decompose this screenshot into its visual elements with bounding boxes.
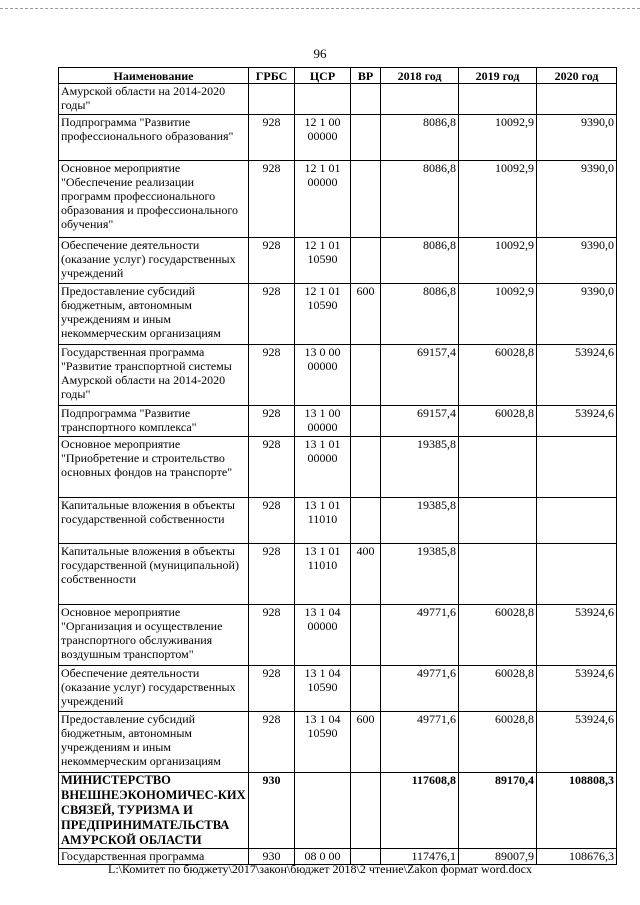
cell-grbs: 930	[249, 849, 295, 865]
cell-grbs: 928	[249, 605, 295, 666]
cell-csr: 13 1 01 11010	[295, 544, 351, 605]
cell-vr	[351, 437, 381, 498]
table-row	[59, 345, 617, 406]
cell-csr: 12 1 01 10590	[295, 238, 351, 284]
table-row	[59, 115, 617, 161]
cell-name: Подпрограмма "Развитие профессионального образования"	[59, 115, 249, 161]
page-number: 96	[313, 46, 327, 61]
header-name: Наименование	[59, 68, 249, 84]
cell-2018: 49771,6	[381, 712, 459, 773]
cell-2019: 10092,9	[459, 115, 537, 161]
cell-csr: 13 1 04 10590	[295, 666, 351, 712]
cell-csr: 08 0 00	[295, 849, 351, 865]
cell-csr: 12 1 00 00000	[295, 115, 351, 161]
table-row	[59, 406, 617, 437]
cell-2020: 53924,6	[537, 406, 617, 437]
cell-name: Государственная программа	[59, 849, 249, 865]
cell-csr: 13 1 00 00000	[295, 406, 351, 437]
table-row	[59, 712, 617, 773]
cell-2020: 108676,3	[537, 849, 617, 865]
cell-2019: 60028,8	[459, 666, 537, 712]
cell-grbs: 928	[249, 437, 295, 498]
cell-2018: 19385,8	[381, 544, 459, 605]
table-row	[59, 238, 617, 284]
cell-2018: 8086,8	[381, 238, 459, 284]
cell-csr: 13 1 01 00000	[295, 437, 351, 498]
cell-2018: 117608,8	[381, 773, 459, 849]
top-edge-line	[0, 8, 640, 9]
cell-2020	[537, 544, 617, 605]
cell-grbs: 928	[249, 238, 295, 284]
cell-csr	[295, 84, 351, 115]
cell-grbs: 928	[249, 284, 295, 345]
cell-2020: 108808,3	[537, 773, 617, 849]
header-vr: ВР	[351, 68, 381, 84]
header-grbs: ГРБС	[249, 68, 295, 84]
table-row	[59, 773, 617, 849]
cell-2019: 60028,8	[459, 406, 537, 437]
header-csr: ЦСР	[295, 68, 351, 84]
cell-vr	[351, 406, 381, 437]
cell-csr: 13 1 04 10590	[295, 712, 351, 773]
cell-vr	[351, 161, 381, 238]
cell-2018: 19385,8	[381, 498, 459, 544]
cell-vr: 600	[351, 712, 381, 773]
cell-2019: 10092,9	[459, 284, 537, 345]
cell-2020: 9390,0	[537, 238, 617, 284]
table-row	[59, 544, 617, 605]
table-row	[59, 666, 617, 712]
cell-vr: 400	[351, 544, 381, 605]
cell-csr: 13 1 01 11010	[295, 498, 351, 544]
cell-2019: 60028,8	[459, 712, 537, 773]
cell-2020: 9390,0	[537, 284, 617, 345]
cell-2020: 53924,6	[537, 605, 617, 666]
cell-2018: 49771,6	[381, 605, 459, 666]
cell-vr	[351, 498, 381, 544]
cell-2020: 9390,0	[537, 161, 617, 238]
cell-csr	[295, 773, 351, 849]
cell-2020: 53924,6	[537, 712, 617, 773]
cell-name: Государственная программа "Развитие транспортной системы Амурской области на 2014-2020 годы"	[59, 345, 249, 406]
cell-2018: 69157,4	[381, 345, 459, 406]
cell-vr	[351, 115, 381, 161]
cell-vr	[351, 773, 381, 849]
cell-vr: 600	[351, 284, 381, 345]
cell-name: Обеспечение деятельности (оказание услуг) государственных учреждений	[59, 666, 249, 712]
table-row	[59, 498, 617, 544]
cell-2020	[537, 498, 617, 544]
cell-2019: 60028,8	[459, 605, 537, 666]
cell-2018: 8086,8	[381, 284, 459, 345]
table-row	[59, 437, 617, 498]
cell-vr	[351, 605, 381, 666]
cell-csr: 13 1 04 00000	[295, 605, 351, 666]
cell-name: Подпрограмма "Развитие транспортного комплекса"	[59, 406, 249, 437]
cell-2020: 53924,6	[537, 345, 617, 406]
cell-vr	[351, 345, 381, 406]
cell-grbs: 928	[249, 666, 295, 712]
cell-2018: 117476,1	[381, 849, 459, 865]
budget-table	[58, 67, 617, 865]
header-2019: 2019 год	[459, 68, 537, 84]
table-row	[59, 161, 617, 238]
cell-grbs: 928	[249, 161, 295, 238]
cell-name: Капитальные вложения в объекты государственной собственности	[59, 498, 249, 544]
cell-2019: 10092,9	[459, 161, 537, 238]
header-2020: 2020 год	[537, 68, 617, 84]
cell-2019	[459, 437, 537, 498]
cell-name: Основное мероприятие "Организация и осуществление транспортного обслуживания воздушным транспортом"	[59, 605, 249, 666]
cell-vr	[351, 84, 381, 115]
cell-2018	[381, 84, 459, 115]
cell-name: Предоставление субсидий бюджетным, автономным учреждениям и иным некоммерческим организациям	[59, 712, 249, 773]
cell-name: Основное мероприятие "Приобретение и строительство основных фондов на транспорте"	[59, 437, 249, 498]
cell-2019: 89007,9	[459, 849, 537, 865]
cell-name: Основное мероприятие "Обеспечение реализации программ профессионального образования и профессионального обучения"	[59, 161, 249, 238]
cell-2020	[537, 84, 617, 115]
cell-name: Обеспечение деятельности (оказание услуг) государственных учреждений	[59, 238, 249, 284]
cell-vr	[351, 666, 381, 712]
table-row	[59, 605, 617, 666]
cell-vr	[351, 238, 381, 284]
cell-grbs: 928	[249, 544, 295, 605]
cell-name: Капитальные вложения в объекты государственной (муниципальной) собственности	[59, 544, 249, 605]
file-path-footer: L:\Комитет по бюджету\2017\закон\бюджет 2018\2 чтение\Zakon формат word.docx	[108, 862, 532, 876]
cell-name: МИНИСТЕРСТВО ВНЕШНЕЭКОНОМИЧЕС-КИХ СВЯЗЕЙ, ТУРИЗМА И ПРЕДПРИНИМАТЕЛЬСТВА АМУРСКОЙ ОБЛАСТИ	[59, 773, 249, 849]
cell-2019	[459, 84, 537, 115]
cell-csr: 12 1 01 10590	[295, 284, 351, 345]
cell-csr: 13 0 00 00000	[295, 345, 351, 406]
cell-name: Предоставление субсидий бюджетным, автономным учреждениям и иным некоммерческим организациям	[59, 284, 249, 345]
cell-2018: 69157,4	[381, 406, 459, 437]
cell-grbs: 928	[249, 406, 295, 437]
cell-2018: 8086,8	[381, 161, 459, 238]
header-2018: 2018 год	[381, 68, 459, 84]
cell-grbs: 928	[249, 115, 295, 161]
cell-2020: 9390,0	[537, 115, 617, 161]
cell-2020	[537, 437, 617, 498]
cell-2019: 60028,8	[459, 345, 537, 406]
cell-grbs	[249, 84, 295, 115]
table-header-row	[59, 68, 617, 84]
cell-2019	[459, 498, 537, 544]
cell-2019	[459, 544, 537, 605]
cell-grbs: 928	[249, 345, 295, 406]
cell-grbs: 928	[249, 712, 295, 773]
table-row	[59, 284, 617, 345]
cell-2019: 89170,4	[459, 773, 537, 849]
cell-name: Амурской области на 2014-2020 годы"	[59, 84, 249, 115]
cell-2019: 10092,9	[459, 238, 537, 284]
cell-2018: 8086,8	[381, 115, 459, 161]
cell-grbs: 930	[249, 773, 295, 849]
cell-csr: 12 1 01 00000	[295, 161, 351, 238]
cell-grbs: 928	[249, 498, 295, 544]
cell-2018: 19385,8	[381, 437, 459, 498]
cell-2020: 53924,6	[537, 666, 617, 712]
table-row	[59, 84, 617, 115]
cell-2018: 49771,6	[381, 666, 459, 712]
